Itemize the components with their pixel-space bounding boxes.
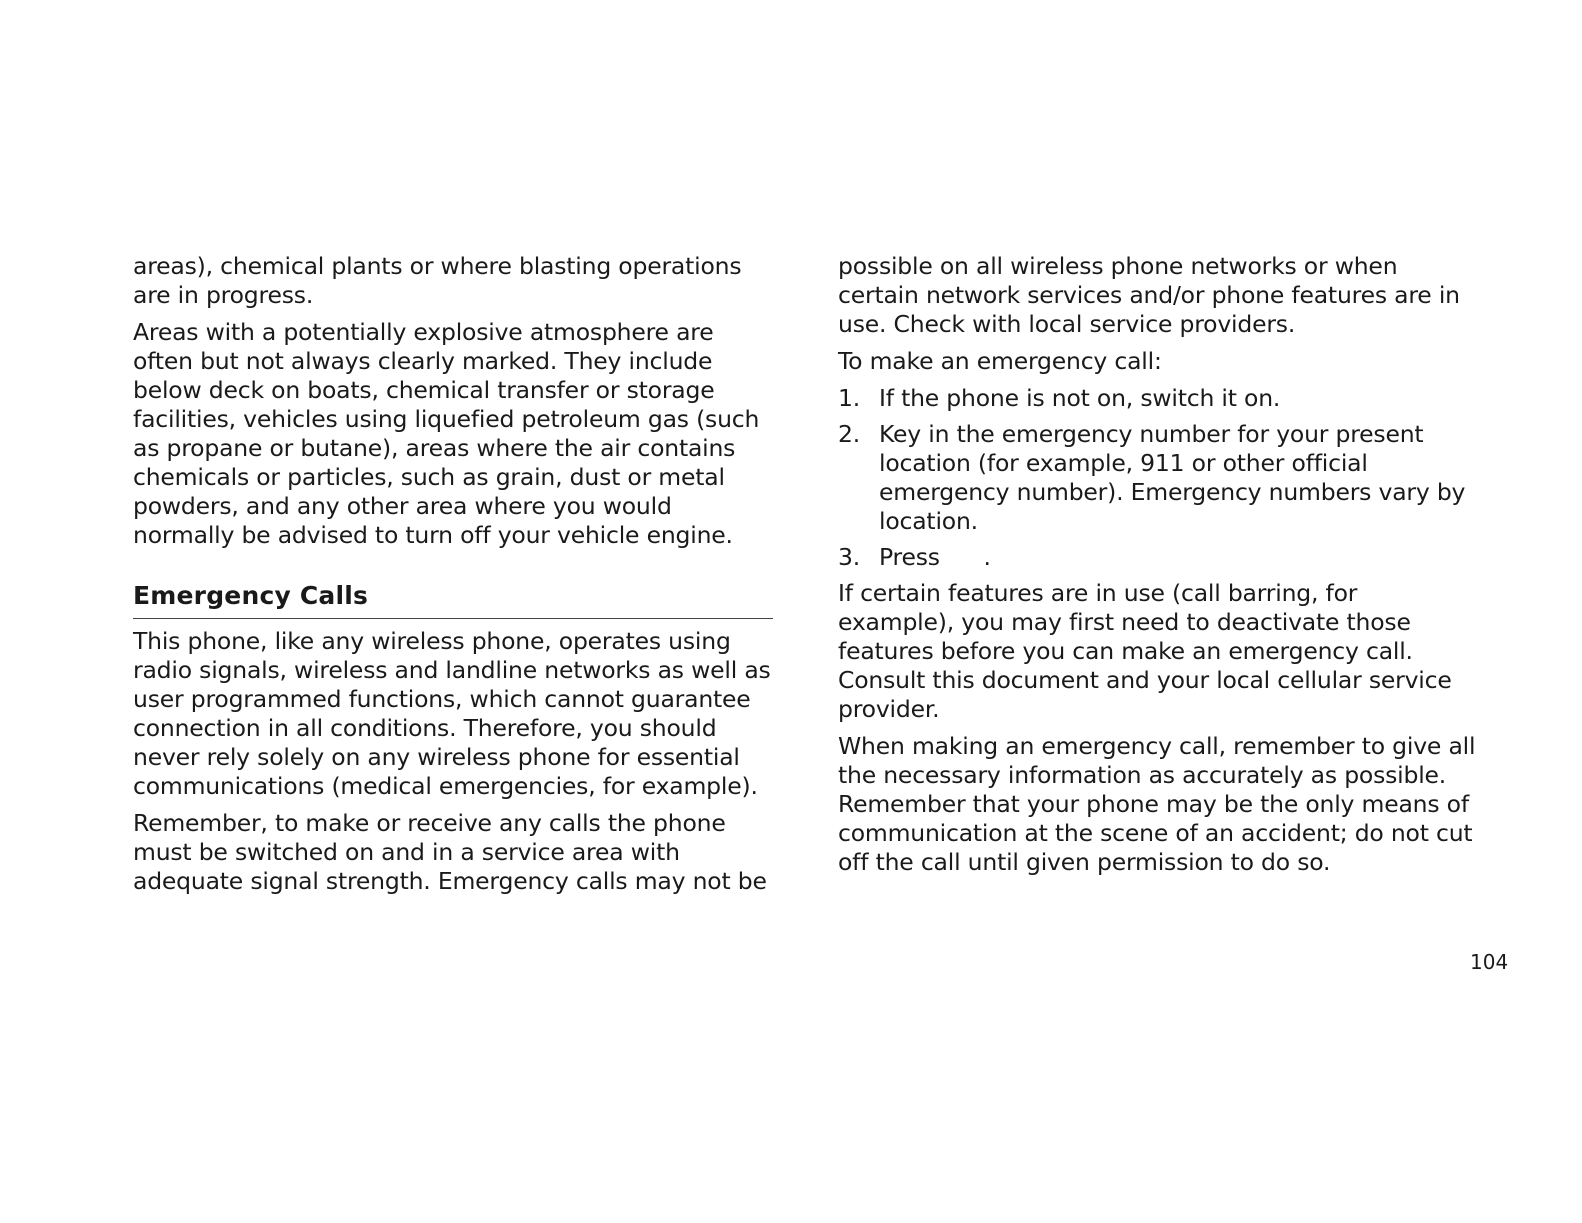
left-paragraph-2: Areas with a potentially explosive atmosphere are often but not always clearly marked. They include below deck on boats, chemical transfer or storage facilities, vehicles using liquefied petroleum gas (such as propane or butane), areas where the air contains chemicals or particles, such as grain, dust or metal powders, and any other area where you would normally be advised to turn off your vehicle engine. (133, 318, 760, 549)
section-heading-emergency-calls: Emergency Calls (133, 580, 773, 619)
right-paragraph-3: If certain features are in use (call barring, for example), you may first need to deactivate those features before you can make an emergency call. Consult this document and your local cellular service provider. (838, 579, 1452, 723)
step-number-1: 1. (838, 384, 861, 412)
step-item-3 (838, 543, 1478, 572)
step-item-2 (838, 420, 1478, 536)
step-number-2: 2. (838, 420, 861, 448)
right-paragraph-4: When making an emergency call, remember to give all the necessary information as accurately as possible. Remember that your phone may be the only means of communication at the scene of an accident; do not cut off the call until given permission to do so. (838, 732, 1476, 876)
step-text-1: If the phone is not on, switch it on. (879, 384, 1281, 412)
page-number: 104 (1470, 950, 1509, 974)
step-number-3: 3. (838, 543, 861, 571)
emergency-call-steps (838, 384, 1478, 572)
step-item-1 (838, 384, 1478, 413)
left-paragraph-3: This phone, like any wireless phone, operates using radio signals, wireless and landline networks as well as user programmed functions, which cannot guarantee connection in all conditions. Therefore, you should never rely solely on any wireless phone for essential communications (medical emergencies, for example). (133, 627, 771, 800)
right-paragraph-2: To make an emergency call: (838, 347, 1162, 375)
right-paragraph-1: possible on all wireless phone networks or when certain network services and/or phone features are in use. Check with local service providers. (838, 252, 1460, 338)
left-paragraph-1: areas), chemical plants or where blasting operations are in progress. (133, 252, 742, 309)
right-column (838, 252, 1478, 885)
step-text-3: Press . (879, 543, 991, 571)
step-text-2: Key in the emergency number for your present location (for example, 911 or other official emergency number). Emergency numbers vary by location. (879, 420, 1466, 535)
left-paragraph-4: Remember, to make or receive any calls the phone must be switched on and in a service area with adequate signal strength. Emergency calls may not be (133, 809, 767, 895)
left-column (133, 252, 773, 904)
